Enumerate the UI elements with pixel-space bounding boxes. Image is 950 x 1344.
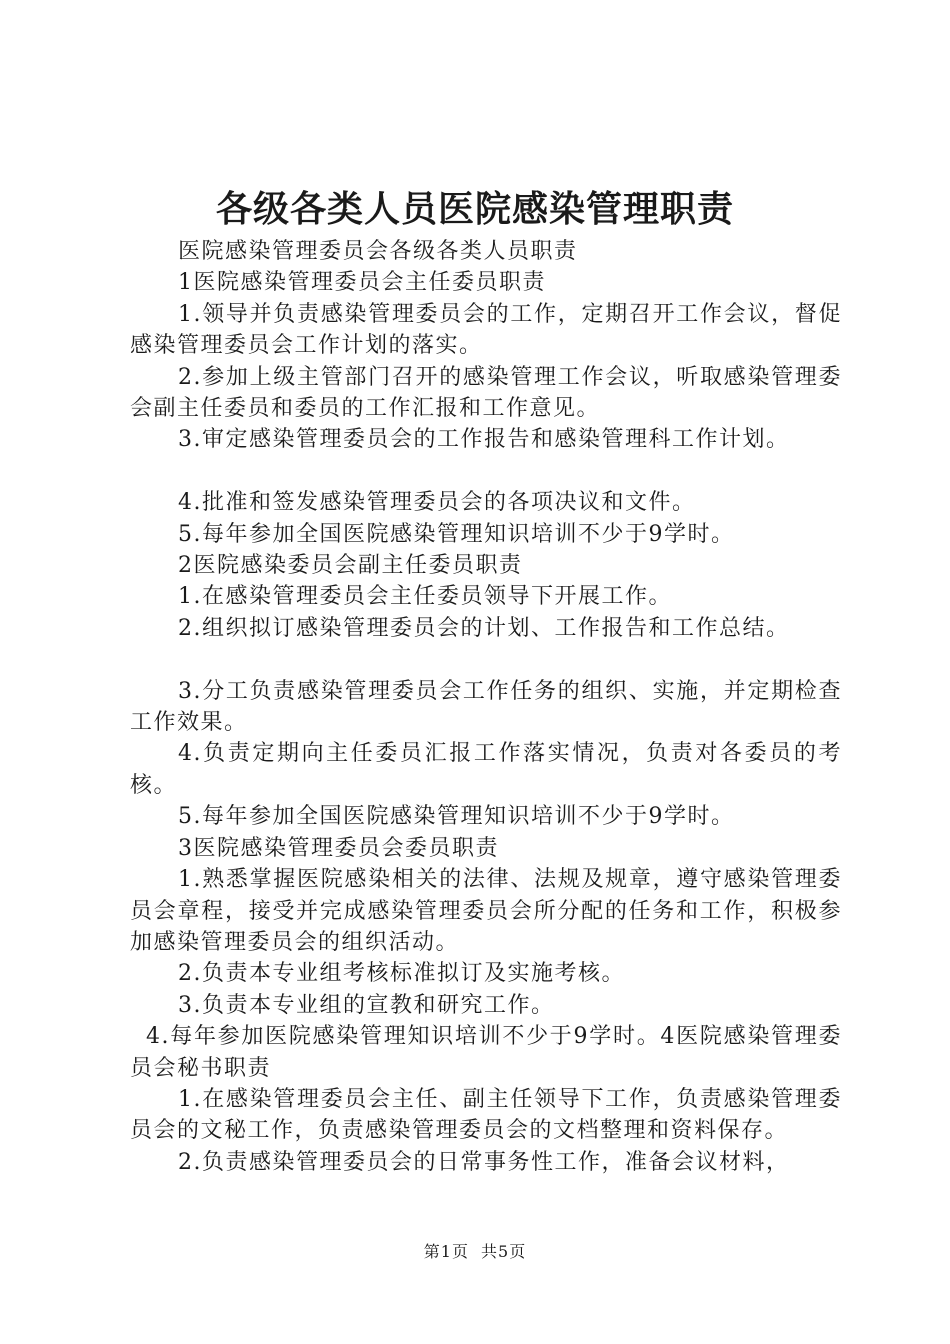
- page-number: 第1页: [423, 1242, 469, 1261]
- paragraph: 2.参加上级主管部门召开的感染管理工作会议，听取感染管理委会副主任委员和委员的工作汇报和工作意见。: [130, 364, 842, 422]
- paragraph: 1.在感染管理委员会主任、副主任领导下工作，负责感染管理委员会的文秘工作，负责感染管理委员会的文档整理和资料保存。: [130, 1086, 842, 1144]
- paragraph-heading-3: 3医院感染管理委员会委员职责: [178, 835, 499, 861]
- page-footer: [0, 1241, 950, 1263]
- paragraph: 4.每年参加医院感染管理知识培训不少于9学时。4医院感染管理委员会秘书职责: [130, 1024, 842, 1081]
- paragraph: 2.组织拟订感染管理委员会的计划、工作报告和工作总结。: [178, 615, 790, 641]
- paragraph: 4.负责定期向主任委员汇报工作落实情况，负责对各委员的考核。: [130, 741, 842, 798]
- paragraph-heading-1: 1医院感染管理委员会主任委员职责: [178, 270, 546, 296]
- paragraph: 4.批准和签发感染管理委员会的各项决议和文件。: [178, 490, 696, 516]
- paragraph-spacer: [130, 644, 842, 675]
- paragraph: 5.每年参加全国医院感染管理知识培训不少于9学时。: [178, 521, 735, 547]
- paragraph-spacer: [130, 456, 842, 487]
- paragraph: 2.负责本专业组考核标准拟订及实施考核。: [178, 961, 625, 987]
- paragraph: 3.分工负责感染管理委员会工作任务的组织、实施，并定期检查工作效果。: [130, 678, 842, 736]
- page-total: 共5页: [481, 1242, 527, 1261]
- paragraph-heading-2: 2医院感染委员会副主任委员职责: [178, 553, 523, 579]
- paragraph: 2.负责感染管理委员会的日常事务性工作，准备会议材料，: [178, 1149, 790, 1175]
- paragraph: 3.审定感染管理委员会的工作报告和感染管理科工作计划。: [178, 427, 790, 453]
- paragraph: 3.负责本专业组的宣教和研究工作。: [178, 992, 555, 1018]
- paragraph: 1.领导并负责感染管理委员会的工作，定期召开工作会议，督促感染管理委员会工作计划的落实。: [130, 301, 842, 359]
- document-body: [130, 236, 842, 1178]
- paragraph: 5.每年参加全国医院感染管理知识培训不少于9学时。: [178, 804, 735, 830]
- paragraph: 1.熟悉掌握医院感染相关的法律、法规及规章，遵守感染管理委员会章程，接受并完成感染管理委员会所分配的任务和工作，积极参加感染管理委员会的组织活动。: [130, 867, 842, 955]
- document-title: 各级各类人员医院感染管理职责: [215, 188, 734, 230]
- paragraph-section-heading: 医院感染管理委员会各级各类人员职责: [178, 239, 578, 264]
- paragraph: 1.在感染管理委员会主任委员领导下开展工作。: [178, 584, 672, 610]
